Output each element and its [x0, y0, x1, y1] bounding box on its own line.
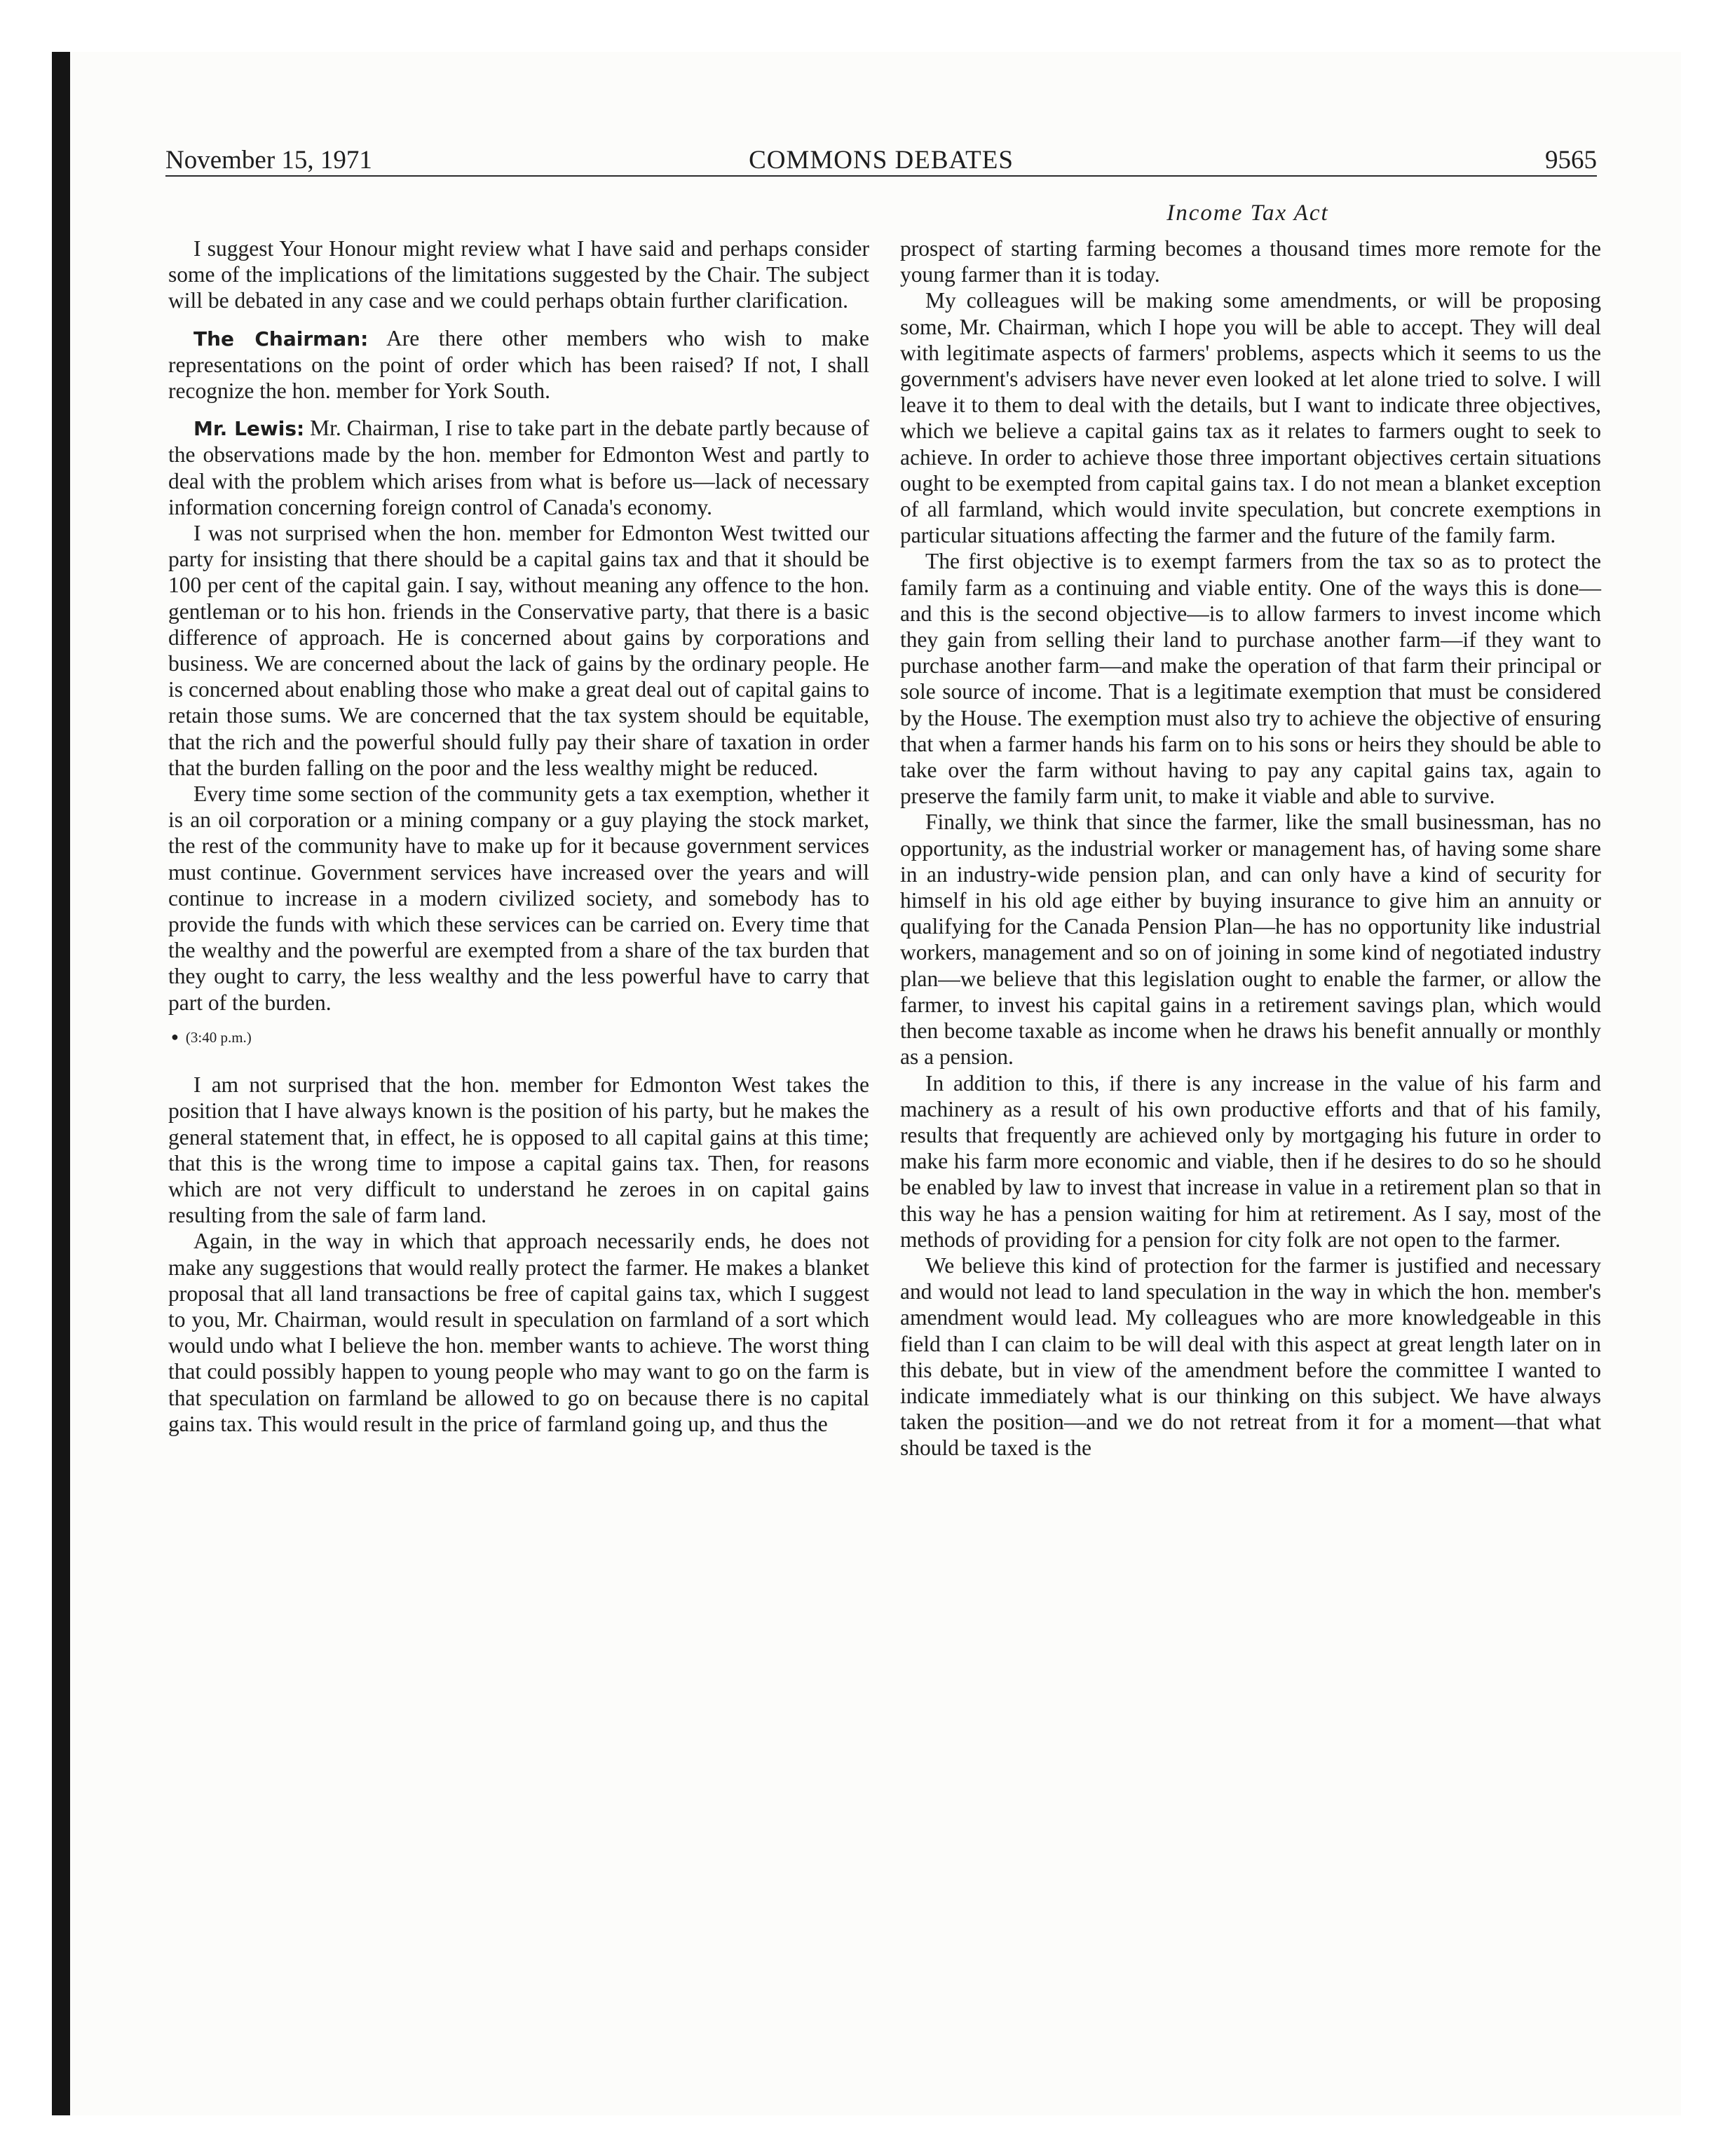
speech-lewis: [168, 415, 869, 520]
paragraph: I was not surprised when the hon. member for Edmonton West twitted our party for insisting that there should be a capital gains tax and that it should be 100 per cent of the capital gain. I say, without meaning any offence to the hon. gentleman or to his hon. friends in the Conservative party, that there is a basic difference of approach. He is concerned about gains by corporations and business. We are concerned about the lack of gains by the ordinary people. He is concerned about enabling those who make a great deal out of capital gains to retain those sums. We are concerned that the tax system should be equitable, that the rich and the powerful should fully pay their share of taxation in order that the burden falling on the poor and the less wealthy might be reduced.: [168, 521, 869, 780]
paragraph: prospect of starting farming becomes a thousand times more remote for the young farmer than it is today.: [900, 236, 1601, 287]
paragraph: In addition to this, if there is any increase in the value of his farm and machinery as a result of his own productive efforts and that of his family, results that frequently are achieved only by mortgaging his future in order to make his farm more economic and viable, then if he desires to do so he should be enabled by law to invest that increase in value in a retirement plan so that in this way he has a pension waiting for him at retirement. As I say, most of the methods of providing for a pension for city folk are not open to the farmer.: [900, 1070, 1601, 1252]
left-column: [168, 236, 869, 1437]
header-rule: [165, 175, 1597, 177]
paragraph: Every time some section of the community gets a tax exemption, whether it is an oil corporation or a mining company or a guy playing the stock market, the rest of the community have to make up for it because government services must continue. Government services have increased over the years and will continue to increase in a modern civilized society, and somebody has to provide the funds with which these services can be carried on. Every time that the wealthy and the powerful are exempted from a share of the tax burden that they ought to carry, the less wealthy and the less powerful have to carry that part of the burden.: [168, 782, 869, 1015]
speaker-label: The Chairman:: [193, 327, 369, 350]
speaker-label: Mr. Lewis:: [193, 417, 305, 441]
paragraph: I suggest Your Honour might review what I have said and perhaps consider some of the implications of the limitations suggested by the Chair. The subject will be debated in any case and we could perhaps obtain further clarification.: [168, 236, 869, 313]
speech-text: Are there other members who wish to make representations on the point of order which has been raised? If not, I shall recognize the hon. member for York South.: [168, 325, 869, 404]
header-date: November 15, 1971: [165, 146, 372, 175]
paragraph: The first objective is to exempt farmers from the tax so as to protect the family farm as a continuing and viable entity. One of the ways this is done—and this is the second objective—is to allow farmers to invest income which they gain from selling their land to purchase another farm—if they want to purchase another farm—and make the operation of that farm their principal or sole source of income. That is a legitimate exemption that must be considered by the House. The exemption must also try to achieve the objective of ensuring that when a farmer hands his farm on to his sons or heirs they should be able to take over the farm without having to pay any capital gains tax, again to preserve the family farm unit, to make it viable and able to survive.: [900, 549, 1601, 809]
paragraph: I am not surprised that the hon. member for Edmonton West takes the position that I have always known is the position of his party, but he makes the general statement that, in effect, he is opposed to all capital gains at this time; that this is the wrong time to impose a capital gains tax. Then, for reasons which are not very difficult to understand he zeroes in on capital gains resulting from the sale of farm land.: [168, 1072, 869, 1228]
time-marker: [171, 1024, 869, 1051]
paragraph: We believe this kind of protection for the farmer is justified and necessary and would not lead to land speculation in the way in which the hon. member's amendment would lead. My colleagues who are more knowledgeable in this field than I can claim to be will deal with this aspect at great length later on in this debate, but in view of the amendment before the committee I wanted to indicate immediately what is our thinking on this subject. We have always taken the position—and we do not retreat from it for a moment—that what should be taxed is the: [900, 1253, 1601, 1461]
scan-border: [52, 52, 70, 2115]
section-heading: Income Tax Act: [1166, 200, 1329, 226]
page-number: 9565: [1545, 146, 1597, 175]
paragraph: Finally, we think that since the farmer, like the small businessman, has no opportunity, as the industrial worker or management has, of having some share in an industry-wide pension plan, and can only have a kind of security for himself in his old age either by buying insurance to give him an annuity or qualifying for the Canada Pension Plan—he has no opportunity like industrial workers, management and so on of joining in some kind of negotiated industry plan—we believe that this legislation ought to enable the farmer, or allow the farmer, to invest his capital gains in a retirement savings plan, which would then become taxable as income when he draws his benefit annually or monthly as a pension.: [900, 810, 1601, 1070]
paragraph: My colleagues will be making some amendments, or will be proposing some, Mr. Chairman, which I hope you will be able to accept. They will deal with legitimate aspects of farmers' problems, aspects which it seems to us the government's advisers have never even looked at let alone tried to solve. I will leave it to them to deal with the details, but I want to indicate three objectives, which we believe a capital gains tax as it relates to farmers ought to seek to achieve. In order to achieve those three important objectives certain situations ought to be exempted from capital gains tax. I do not mean a blanket exception of all farmland, which would invite speculation, but concrete exemptions in particular situations affecting the farmer and the future of the family farm.: [900, 288, 1601, 548]
right-column: [900, 236, 1601, 1461]
header-title: COMMONS DEBATES: [749, 146, 1014, 175]
running-head: [165, 144, 1597, 177]
speech-text: Mr. Chairman, I rise to take part in the debate partly because of the observations made by the hon. member for Edmonton West and partly to deal with the problem which arises from what is before us—lack of necessary information concerning foreign control of Canada's economy.: [168, 416, 869, 519]
speech-chairman: [168, 325, 869, 404]
time-text: (3:40 p.m.): [185, 1028, 252, 1046]
bullet-icon: ●: [171, 1029, 179, 1044]
paragraph: Again, in the way in which that approach necessarily ends, he does not make any suggestions that would really protect the farmer. He makes a blanket proposal that all land transactions be free of capital gains tax, which I suggest to you, Mr. Chairman, would result in speculation on farmland of a sort which would undo what I believe the hon. member wants to achieve. The worst thing that could possibly happen to young people who may want to go on the farm is that speculation on farmland be allowed to go on because there is no capital gains tax. This would result in the price of farmland going up, and thus the: [168, 1229, 869, 1436]
